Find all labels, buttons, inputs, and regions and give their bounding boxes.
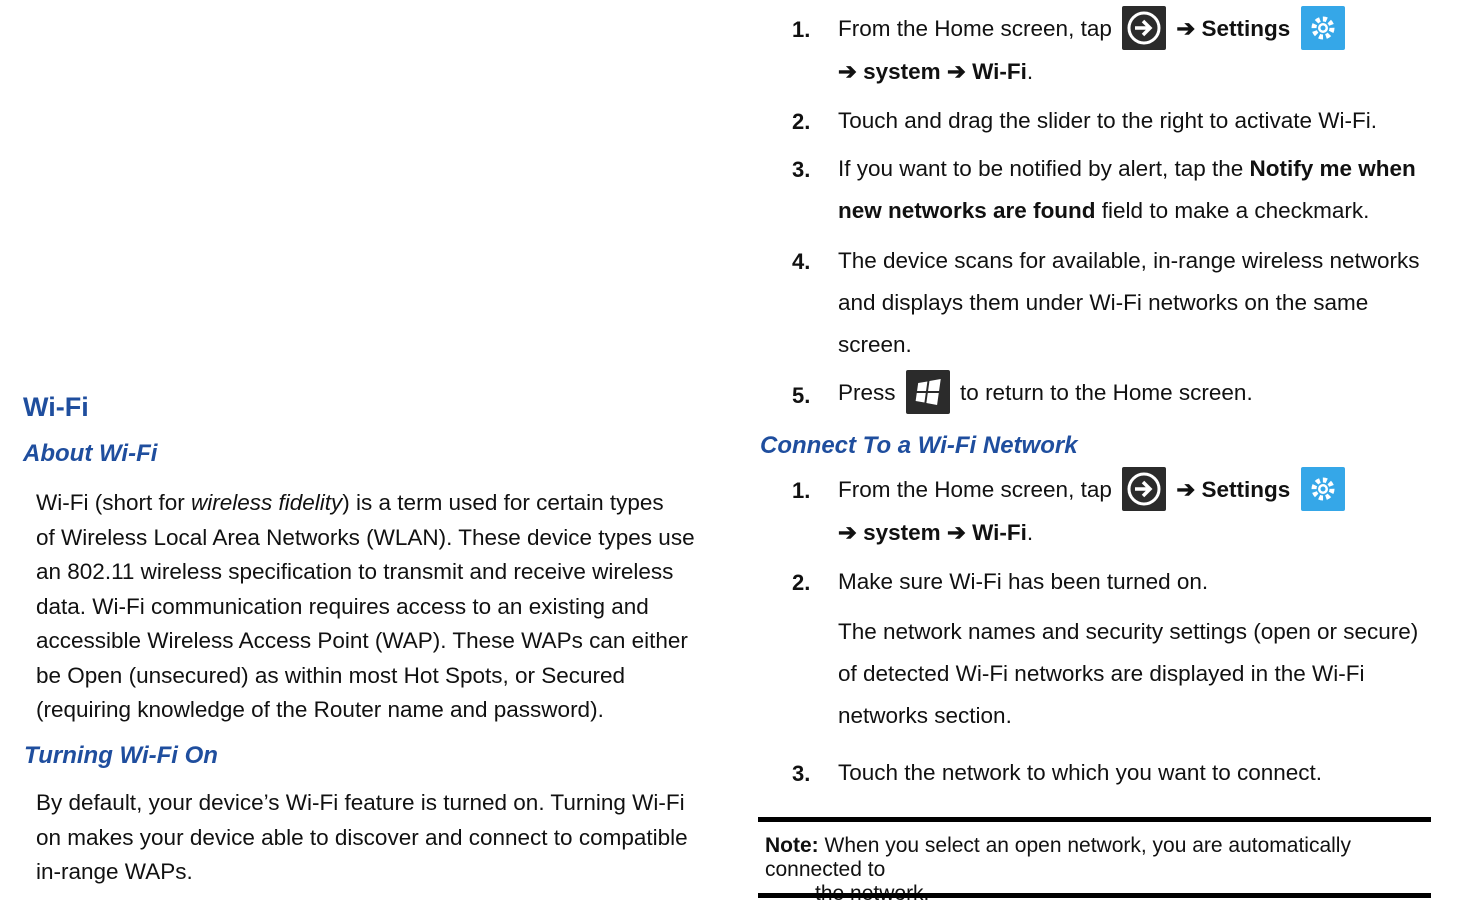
about-line: be Open (unsecured) as within most Hot Spots, or Secured [36, 662, 626, 688]
note-label: Note: [765, 834, 819, 857]
settings-gear-icon [1301, 6, 1345, 50]
about-paragraph [36, 486, 716, 728]
step-number: 4. [792, 249, 811, 274]
step-a1-line2: ➔ system ➔ Wi-Fi. [838, 59, 1034, 84]
about-line: data. Wi-Fi communication requires access to an existing and [36, 593, 649, 619]
turning-heading: Turning Wi-Fi On [24, 742, 218, 769]
step-number: 5. [792, 383, 811, 408]
about-line: (requiring knowledge of the Router name and password). [36, 697, 604, 722]
step-number: 2. [792, 109, 811, 134]
turning-line: in-range WAPs. [36, 859, 193, 884]
step-a2-text: Touch and drag the slider to the right to activate Wi-Fi. [838, 108, 1378, 133]
turning-paragraph [36, 786, 716, 890]
about-line-1: Wi-Fi (short for wireless fidelity) is a term used for certain types [36, 490, 664, 515]
step-b1-line1: From the Home screen, tap ➔ Settings [838, 467, 1349, 515]
step-number: 1. [792, 17, 811, 42]
note-bottom-rule [758, 893, 1431, 898]
step-number: 2. [792, 570, 811, 595]
step-number: 1. [792, 478, 811, 503]
turning-line: on makes your device able to discover and connect to compatible [36, 824, 688, 850]
step-b2-text: Make sure Wi-Fi has been turned on. [838, 569, 1209, 594]
windows-start-icon [906, 370, 950, 414]
connect-heading: Connect To a Wi-Fi Network [760, 432, 1078, 459]
circle-arrow-right-icon [1122, 6, 1166, 50]
step-a5-text: Press to return to the Home screen. [838, 370, 1253, 418]
about-line: an 802.11 wireless specification to transmit and receive wireless [36, 559, 674, 584]
circle-arrow-right-icon [1122, 467, 1166, 511]
section-title: Wi-Fi [23, 392, 89, 422]
about-heading: About Wi-Fi [23, 440, 158, 467]
step-b1-line2: ➔ system ➔ Wi-Fi. [838, 520, 1034, 545]
note-text: When you select an open network, you are automatically connected to [765, 834, 1351, 881]
about-line: accessible Wireless Access Point (WAP). These WAPs can either [36, 628, 688, 653]
step-b3-text: Touch the network to which you want to connect. [838, 760, 1323, 785]
step-b2-detail: The network names and security settings (open or secure) of detected Wi-Fi networks are displayed in the Wi-Fi networks section. [838, 619, 1419, 728]
step-a4-text: The device scans for available, in-range wireless networks and displays them under Wi-Fi networks on the same screen. [838, 248, 1420, 357]
about-line: of Wireless Local Area Networks (WLAN). These device types use [36, 524, 695, 550]
step-a1-line1: From the Home screen, tap ➔ Settings [838, 6, 1349, 54]
settings-gear-icon [1301, 467, 1345, 511]
note-top-rule [758, 817, 1431, 822]
step-a3-text: If you want to be notified by alert, tap the Notify me when new networks are found field to make a checkmark. [838, 156, 1416, 223]
step-number: 3. [792, 157, 811, 182]
turning-line: By default, your device’s Wi-Fi feature is turned on. Turning Wi-Fi [36, 790, 685, 815]
step-number: 3. [792, 761, 811, 786]
